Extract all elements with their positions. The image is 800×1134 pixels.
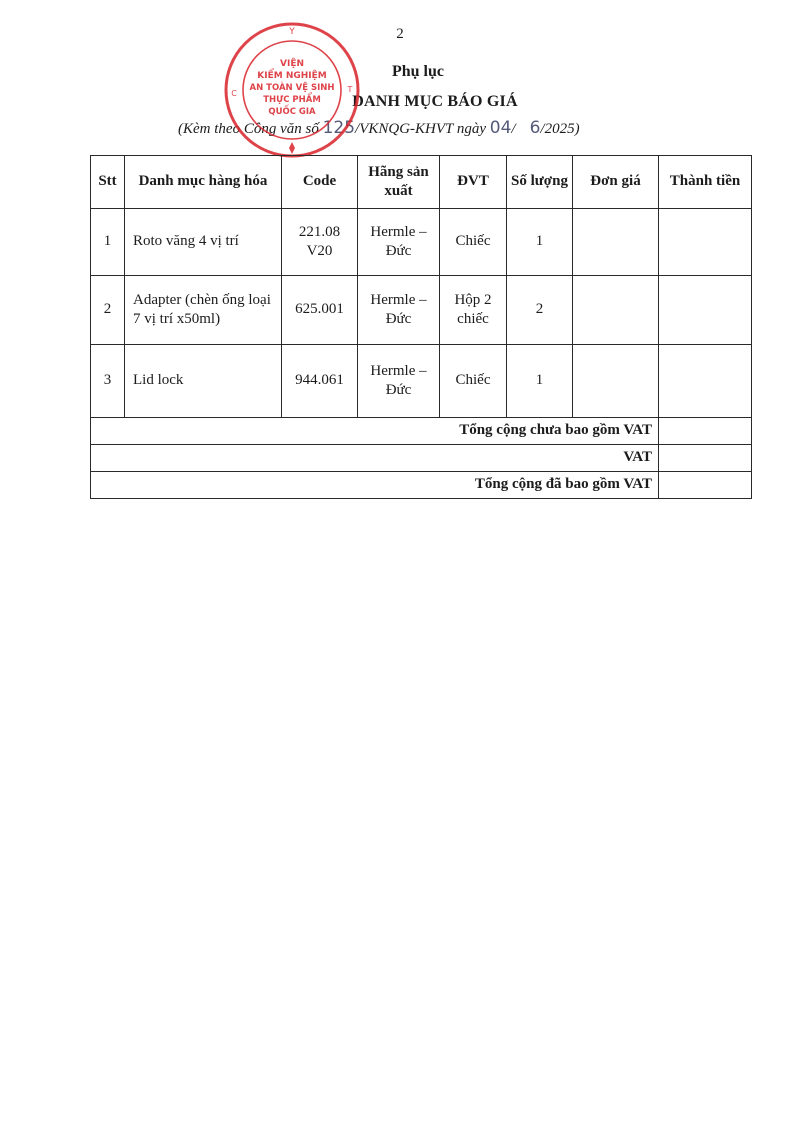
cell-manufacturer: Hermle – Đức xyxy=(358,345,440,418)
column-header-code: Code xyxy=(282,156,358,209)
cell-item: Roto văng 4 vị trí xyxy=(125,209,282,276)
vat-value xyxy=(659,445,752,472)
stamp-line-3: AN TOÀN VỆ SINH xyxy=(249,83,335,93)
cell-code: 625.001 xyxy=(282,276,358,345)
vat-label: VAT xyxy=(91,445,659,472)
handwritten-day: 04 xyxy=(489,118,512,138)
table-row xyxy=(91,345,752,418)
cell-code: 221.08 V20 xyxy=(282,209,358,276)
cell-code: 944.061 xyxy=(282,345,358,418)
total-before-vat-value xyxy=(659,418,752,445)
cell-unit-price xyxy=(573,276,659,345)
cell-stt: 3 xyxy=(91,345,125,418)
cell-unit: Hộp 2 chiếc xyxy=(440,276,507,345)
reference-date-separator: / xyxy=(511,121,516,137)
column-header-amount: Thành tiền xyxy=(659,156,752,209)
total-row-before-vat xyxy=(91,418,752,445)
stamp-line-5: QUỐC GIA xyxy=(268,107,316,117)
cell-stt: 2 xyxy=(91,276,125,345)
cell-amount xyxy=(659,209,752,276)
cell-item: Adapter (chèn ống loại 7 vị trí x50ml) xyxy=(125,276,282,345)
cell-unit-price xyxy=(573,209,659,276)
cell-unit: Chiếc xyxy=(440,345,507,418)
total-with-vat-label: Tổng cộng đã bao gồm VAT xyxy=(91,472,659,499)
stamp-line-4: THỰC PHẨM xyxy=(263,95,321,105)
reference-line xyxy=(178,118,580,138)
column-header-unit: ĐVT xyxy=(440,156,507,209)
quote-table xyxy=(90,155,752,499)
total-with-vat-value xyxy=(659,472,752,499)
column-header-manufacturer: Hãng sản xuất xyxy=(358,156,440,209)
reference-org-code: /VKNQG-KHVT ngày xyxy=(355,121,487,137)
table-row xyxy=(91,209,752,276)
reference-year: /2025) xyxy=(540,121,580,137)
page-number: 2 xyxy=(396,26,404,42)
cell-quantity: 1 xyxy=(507,345,573,418)
column-header-quantity: Số lượng xyxy=(507,156,573,209)
cell-stt: 1 xyxy=(91,209,125,276)
column-header-unit-price: Đơn giá xyxy=(573,156,659,209)
svg-text:Y: Y xyxy=(289,27,295,37)
cell-manufacturer: Hermle – Đức xyxy=(358,276,440,345)
svg-text:C: C xyxy=(231,89,237,98)
total-row-with-vat xyxy=(91,472,752,499)
svg-text:T: T xyxy=(347,85,353,94)
cell-manufacturer: Hermle – Đức xyxy=(358,209,440,276)
cell-item: Lid lock xyxy=(125,345,282,418)
cell-amount xyxy=(659,345,752,418)
total-before-vat-label: Tổng cộng chưa bao gồm VAT xyxy=(91,418,659,445)
cell-unit-price xyxy=(573,345,659,418)
reference-prefix: (Kèm theo Công văn số xyxy=(178,121,319,137)
stamp-line-2: KIỂM NGHIỆM xyxy=(257,71,327,81)
total-row-vat xyxy=(91,445,752,472)
table-row xyxy=(91,276,752,345)
handwritten-month: 6 xyxy=(529,118,541,138)
document-title: DANH MỤC BÁO GIÁ xyxy=(352,93,518,110)
stamp-line-1: VIỆN xyxy=(280,59,304,69)
cell-quantity: 2 xyxy=(507,276,573,345)
handwritten-doc-number: 125 xyxy=(322,118,356,138)
appendix-title: Phụ lục xyxy=(391,63,444,80)
cell-amount xyxy=(659,276,752,345)
column-header-item: Danh mục hàng hóa xyxy=(125,156,282,209)
cell-quantity: 1 xyxy=(507,209,573,276)
table-header-row xyxy=(91,156,752,209)
cell-unit: Chiếc xyxy=(440,209,507,276)
column-header-stt: Stt xyxy=(91,156,125,209)
